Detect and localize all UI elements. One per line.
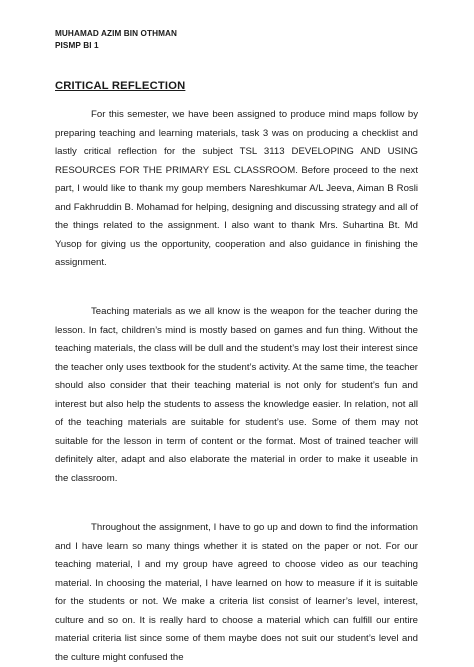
student-header xyxy=(55,28,177,51)
student-class: PISMP BI 1 xyxy=(55,40,99,50)
student-name: MUHAMAD AZIM BIN OTHMAN xyxy=(55,29,178,38)
paragraph-3: Throughout the assignment, I have to go up and down to find the information and I have learn so many things whether it is stated on the paper or not. For our teaching material, I and my group have agreed to choose video as our teaching material. In choosing the material, I have learned on how to measure if it is suitable for the students or not. We make a criteria list consist of learner’s level, interest, culture and so on. It is really hard to choose a material which can fulfill our entire material criteria list since some of them maybe does not suit our student’s level and the culture might confused the xyxy=(55,522,418,663)
paragraph-2: Teaching materials as we all know is the weapon for the teacher during the lesson. In fact, children’s mind is mostly based on games and fun thing. Without the teaching materials, the class will be dull and the student’s may lost their interest since the teacher only uses textbook for the student’s activity. At the same time, the teacher should also consider that their teaching material is not only for student’s fun and interest but also help the students to assess the knowledge easier. In relation, not all of the teaching materials are suitable for student’s use. Some of them may not suitable for the lesson in term of content or the format. Most of trained teacher will definitely alter, adapt and also elaborate the material in order to make it useable in the classroom. xyxy=(55,306,418,484)
page-title: CRITICAL REFLECTION xyxy=(55,80,186,92)
paragraph-1: For this semester, we have been assigned to produce mind maps follow by preparing teaching and learning materials, task 3 was on producing a checklist and lastly critical reflection for the subject TSL 3113 DEVELOPING AND USING RESOURCES FOR THE PRIMARY ESL CLASSROOM. Before proceed to the next part, I would like to thank my goup members Nareshkumar A/L Jeeva, Aiman B Rosli and Fakhruddin B. Mohamad for helping, designing and discussing strategy and all of the things related to the assignment. I also want to thank Mrs. Suhartina Bt. Md Yusop for giving us the opportunity, cooperation and also guidance in finishing the assignment. xyxy=(55,109,418,269)
